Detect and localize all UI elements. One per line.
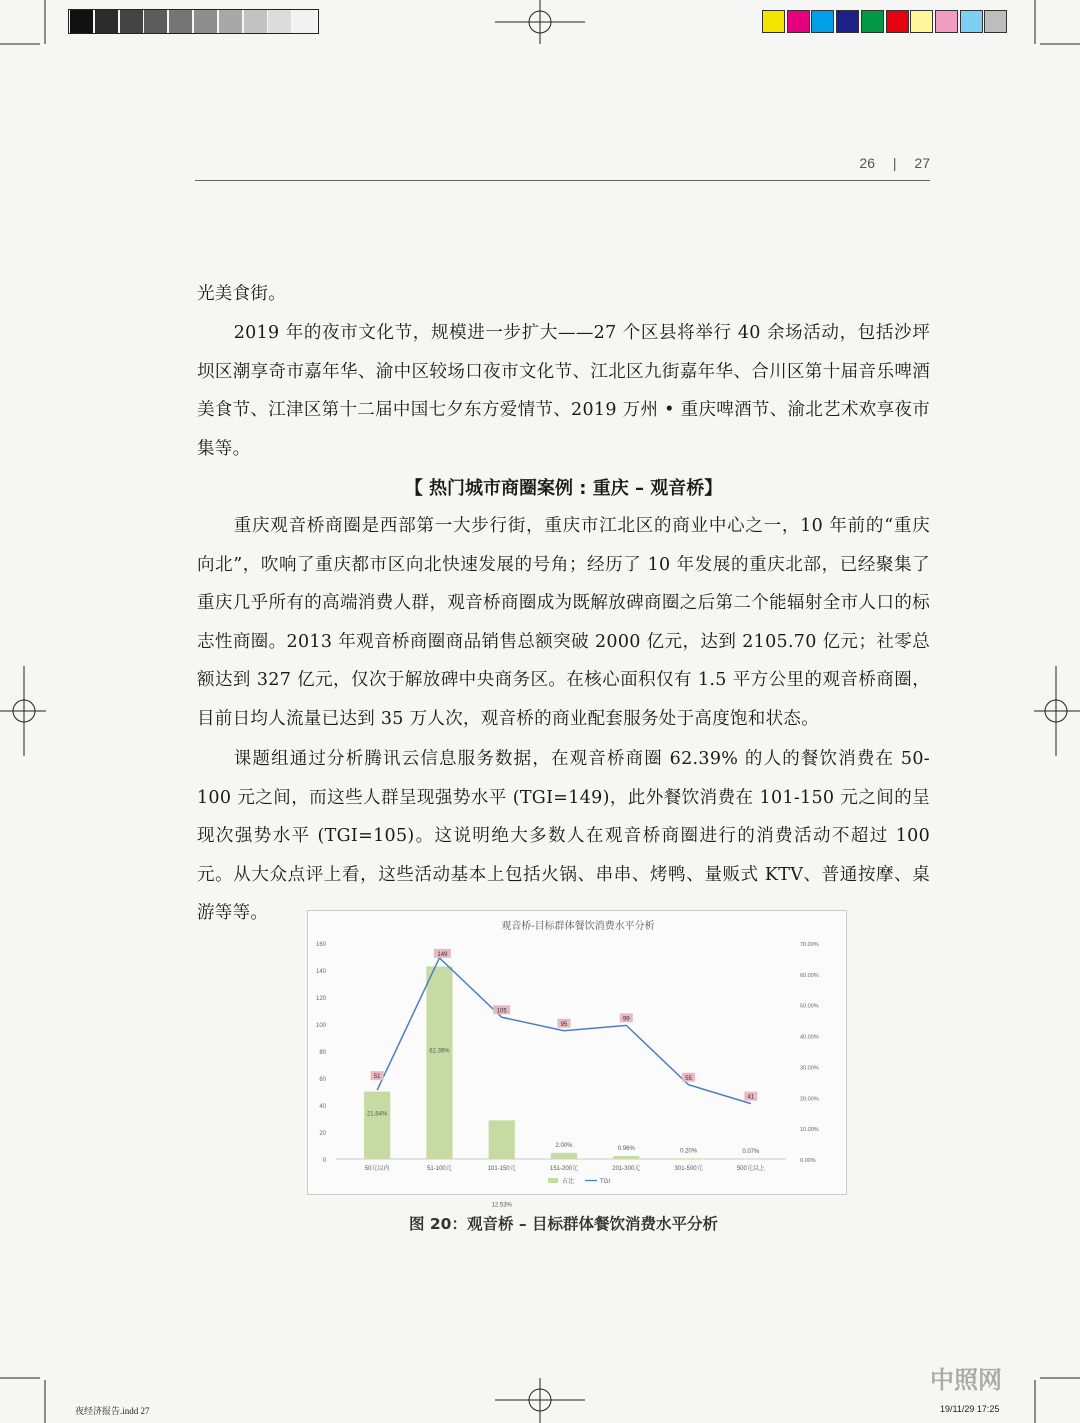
paragraph-1: 光美食街。 xyxy=(197,284,286,304)
y-right-tick-label: 0.00% xyxy=(800,1158,816,1164)
bar-data-label: 0.07% xyxy=(742,1148,760,1155)
header-rule xyxy=(195,180,930,181)
legend-bar-swatch xyxy=(548,1178,558,1183)
bar xyxy=(613,1156,639,1159)
tgi-data-label: 51 xyxy=(373,1074,381,1081)
tgi-data-label: 55 xyxy=(685,1075,692,1082)
y-left-tick-label: 0 xyxy=(322,1158,326,1164)
y-left-tick-label: 20 xyxy=(319,1131,326,1137)
figure-caption: 图 20：观音桥 – 目标群体餐饮消费水平分析 xyxy=(408,1215,718,1233)
y-right-tick-label: 30.00% xyxy=(800,1065,819,1072)
bar-data-label: 0.96% xyxy=(617,1146,635,1153)
bar xyxy=(489,1120,515,1159)
bar-data-label: 0.20% xyxy=(680,1148,698,1155)
footer-date: 19/11/29 17:25 xyxy=(940,1404,1000,1414)
paragraph-4: 课题组通过分析腾讯云信息服务数据，在观音桥商圈 62.39% 的人的餐饮消费在 50-100 元之间，而这些人群呈现强势水平 (TGI=149)，此外餐饮消费在 101-150 元之间的呈现次强势水平 (TGI=105)。这说明绝大多数人在观音桥商圈进行的消费活动不超过 100 元。从大众点评上看，这些活动基本上包括火锅、串串、烤鸭、量贩式 KTV、普通按摩、桌游等等。 xyxy=(197,749,930,924)
bar xyxy=(675,1158,701,1159)
tgi-data-label: 105 xyxy=(496,1008,507,1015)
bar-data-label: 2.00% xyxy=(555,1142,573,1149)
y-right-tick-label: 70.00% xyxy=(800,942,819,948)
y-left-tick-label: 120 xyxy=(315,996,326,1002)
bar-data-label: 21.84% xyxy=(366,1111,388,1118)
bar xyxy=(364,1092,390,1159)
paragraph-3: 重庆观音桥商圈是西部第一大步行街，重庆市江北区的商业中心之一，10 年前的“重庆向北”，吹响了重庆都市区向北快速发展的号角；经历了 10 年发展的重庆北部，已经聚集了重庆几乎所有的高端消费人群，观音桥商圈成为既解放碑商圈之后第二个能辐射全市人口的标志性商圈。2013 年观音桥商圈商品销售总额突破 2000 亿元，达到 2105.70 亿元；社零总额达到 327 亿元，仅次于解放碑中央商务区。在核心面积仅有 1.5 平方公里的观音桥商圈，目前日均人流量已达到 35 万人次，观音桥的商业配套服务处于高度饱和状态。 xyxy=(197,516,930,729)
paragraph-2: 2019 年的夜市文化节，规模进一步扩大——27 个区县将举行 40 余场活动，包括沙坪坝区潮享奇市嘉年华、渝中区较场口夜市文化节、江北区九街嘉年华、合川区第十届音乐啤酒美食节、江津区第十二届中国七夕东方爱情节、2019 万州 • 重庆啤酒节、渝北艺术欢享夜市集等。 xyxy=(197,323,930,459)
x-tick-label: 301-500元 xyxy=(674,1166,703,1172)
bar xyxy=(426,966,452,1159)
watermark: 中照网 xyxy=(930,1366,1002,1394)
y-right-tick-label: 20.00% xyxy=(800,1096,819,1103)
section-title: 【 热门城市商圈案例 : 重庆 – 观音桥】 xyxy=(404,478,723,499)
tgi-data-label: 95 xyxy=(560,1021,568,1028)
y-right-tick-label: 60.00% xyxy=(800,972,819,979)
y-left-tick-label: 60 xyxy=(319,1077,326,1083)
footer-file: 夜经济报告.indd 27 xyxy=(75,1406,150,1416)
x-tick-label: 101-150元 xyxy=(487,1166,516,1172)
legend-bar-label: 占比 xyxy=(562,1179,575,1185)
bar xyxy=(551,1153,577,1159)
bar xyxy=(738,1159,764,1160)
x-tick-label: 201-300元 xyxy=(612,1166,641,1172)
consumption-chart xyxy=(308,911,846,1209)
y-left-tick-label: 140 xyxy=(315,969,326,975)
chart-frame xyxy=(307,910,847,1209)
y-left-tick-label: 160 xyxy=(315,942,326,948)
x-tick-label: 50元以内 xyxy=(364,1166,390,1172)
tgi-data-label: 41 xyxy=(747,1094,755,1101)
tgi-data-label: 149 xyxy=(437,951,448,958)
page-numbers: 26 | 27 xyxy=(859,155,930,171)
y-right-tick-label: 10.00% xyxy=(800,1127,819,1134)
y-left-tick-label: 40 xyxy=(319,1104,326,1110)
x-tick-label: 151-200元 xyxy=(549,1166,579,1172)
bar-data-label: 62.39% xyxy=(429,1048,450,1055)
legend-line-label: TGI xyxy=(600,1179,610,1185)
x-tick-label: 500元以上 xyxy=(736,1166,765,1172)
bar-data-label: 12.53% xyxy=(491,1202,512,1209)
tgi-data-label: 99 xyxy=(622,1016,630,1023)
y-right-tick-label: 40.00% xyxy=(800,1034,819,1041)
page-number-right: 27 xyxy=(914,155,930,171)
y-left-tick-label: 80 xyxy=(319,1050,326,1056)
page-number-left: 26 xyxy=(859,155,875,171)
x-tick-label: 51-100元 xyxy=(427,1166,452,1172)
y-left-tick-label: 100 xyxy=(315,1023,326,1029)
chart-title: 观音桥-目标群体餐饮消费水平分析 xyxy=(501,921,655,932)
y-right-tick-label: 50.00% xyxy=(800,1003,819,1010)
